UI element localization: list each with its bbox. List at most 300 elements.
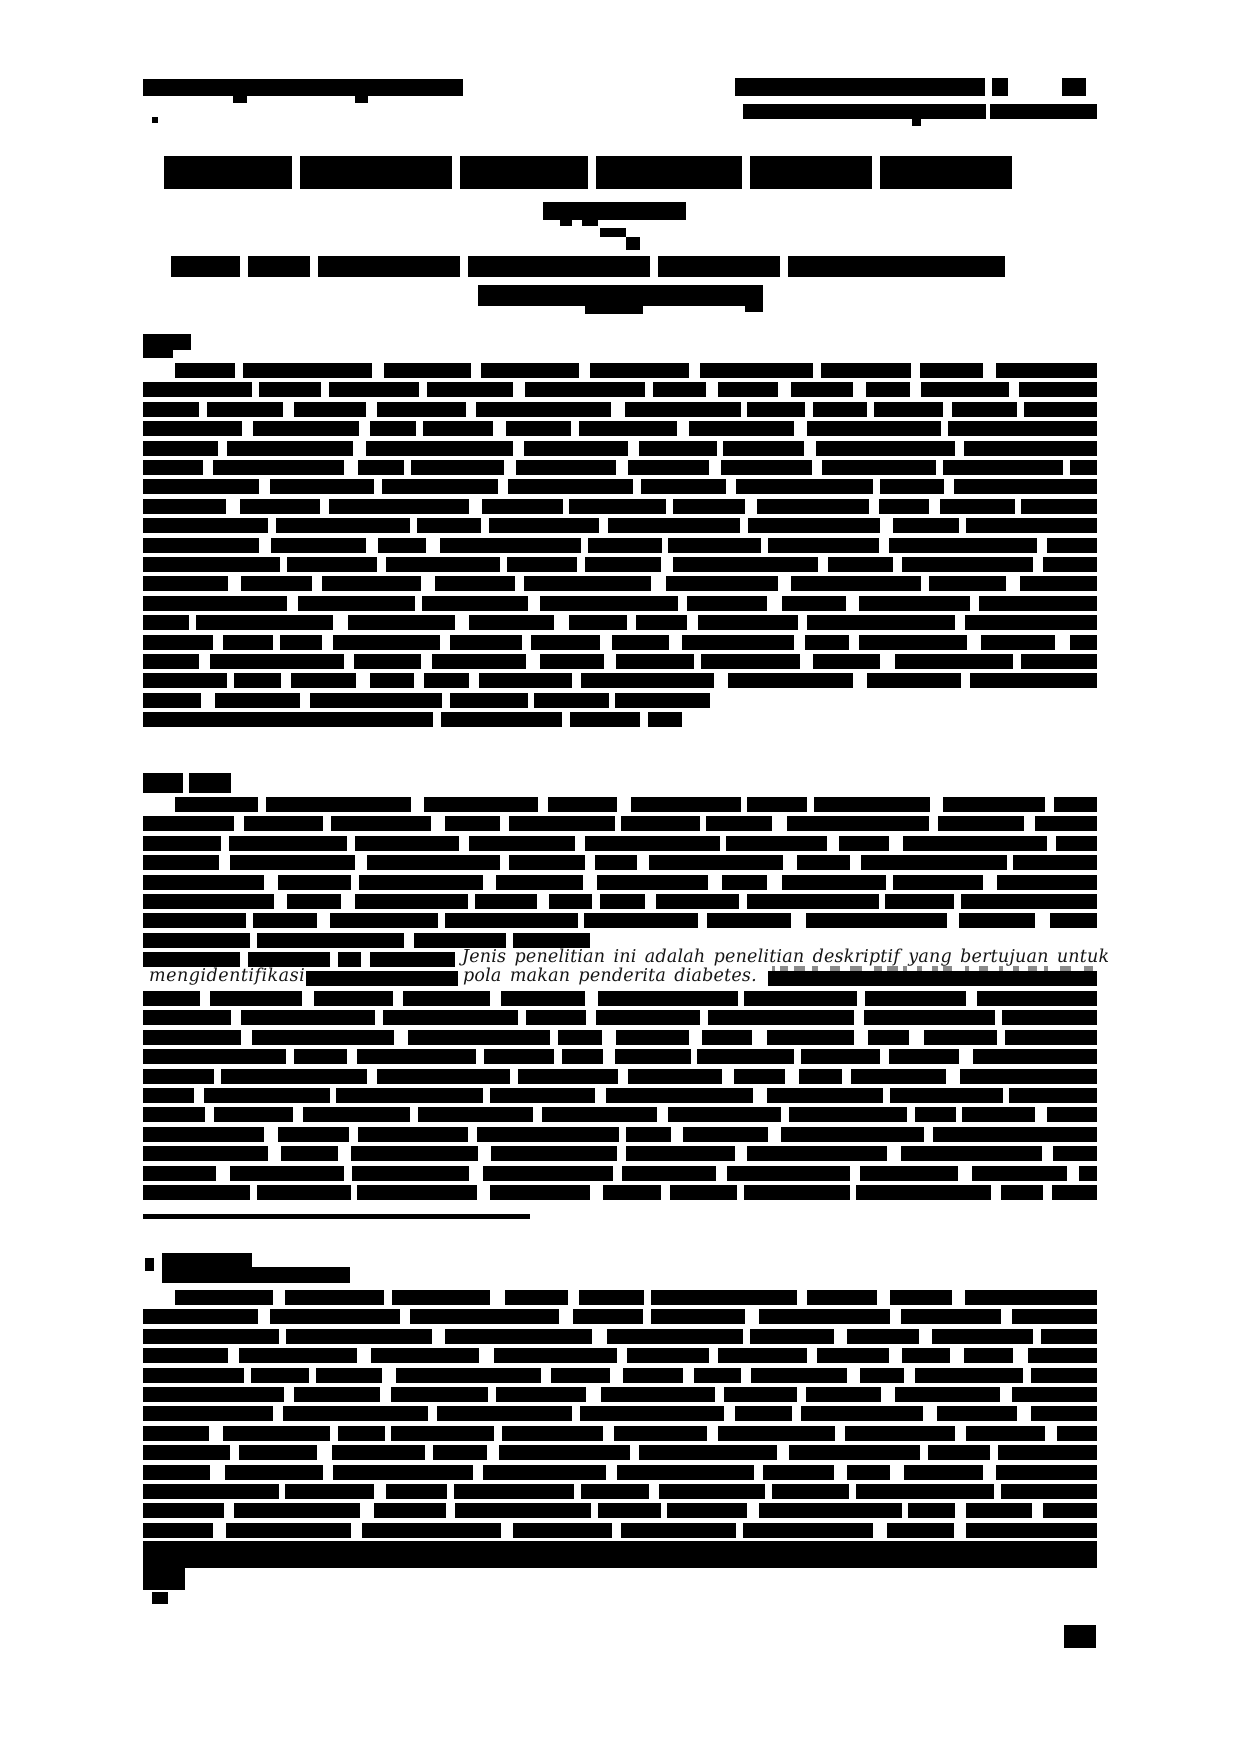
method-paragraph-a xyxy=(496,875,583,890)
method-paragraph-b xyxy=(484,1049,554,1064)
method-paragraph-b xyxy=(860,1166,958,1181)
abstract-body xyxy=(435,576,515,591)
results-paragraph xyxy=(579,1290,644,1305)
results-paragraph xyxy=(1031,1368,1097,1383)
results-paragraph xyxy=(513,1523,612,1538)
abstract-body xyxy=(143,499,226,514)
results-paragraph xyxy=(847,1329,919,1344)
method-paragraph-b xyxy=(518,1069,618,1084)
method-paragraph-a xyxy=(1050,913,1097,928)
method-paragraph-a xyxy=(509,855,585,870)
results-paragraph xyxy=(285,1290,385,1305)
author-line xyxy=(543,202,686,220)
abstract-heading xyxy=(143,350,173,358)
results-paragraph xyxy=(964,1348,1013,1363)
results-paragraph xyxy=(667,1503,747,1518)
results-paragraph xyxy=(763,1465,834,1480)
method-paragraph-a xyxy=(143,894,274,909)
method-paragraph-a xyxy=(722,875,766,890)
method-paragraph-b xyxy=(628,1069,722,1084)
abstract-body xyxy=(366,441,512,456)
results-paragraph xyxy=(143,1309,258,1324)
abstract-body xyxy=(384,363,471,378)
results-paragraph xyxy=(239,1348,357,1363)
article-title xyxy=(164,156,292,189)
results-paragraph xyxy=(617,1465,755,1480)
method-paragraph-b xyxy=(351,1146,478,1161)
keywords-line xyxy=(570,712,640,727)
abstract-body xyxy=(348,615,455,630)
abstract-body xyxy=(748,518,879,533)
abstract-body xyxy=(700,363,813,378)
method-paragraph-b xyxy=(221,1069,367,1084)
results-paragraph xyxy=(801,1406,923,1421)
abstract-body xyxy=(768,538,879,553)
method-paragraph-b xyxy=(973,1049,1097,1064)
abstract-body xyxy=(981,635,1055,650)
results-paragraph xyxy=(651,1309,745,1324)
abstract-body xyxy=(294,402,366,417)
method-paragraph-b xyxy=(767,1030,854,1045)
results-paragraph xyxy=(333,1465,473,1480)
method-paragraph-b xyxy=(294,1049,347,1064)
method-paragraph-b xyxy=(143,1069,214,1084)
method-paragraph-b xyxy=(933,1127,1097,1142)
method-paragraph-a xyxy=(1056,836,1097,851)
method-paragraph-b xyxy=(1052,1185,1097,1200)
results-paragraph xyxy=(890,1290,953,1305)
abstract-body xyxy=(213,460,343,475)
results-paragraph xyxy=(607,1329,743,1344)
method-paragraph-b xyxy=(562,1049,602,1064)
abstract-body xyxy=(736,479,873,494)
visible-sentence-part2-left: mengidentifikasi xyxy=(149,966,306,986)
method-paragraph-a xyxy=(707,913,791,928)
abstract-body xyxy=(782,596,846,611)
method-paragraph-b xyxy=(143,1010,231,1025)
method-paragraph-b xyxy=(143,1088,194,1103)
last-line-dot xyxy=(152,1592,168,1604)
results-paragraph xyxy=(743,1523,873,1538)
method-paragraph-b xyxy=(889,1049,958,1064)
article-title xyxy=(300,156,452,189)
header-right-line xyxy=(743,104,986,119)
method-paragraph-b xyxy=(683,1127,768,1142)
method-paragraph-b xyxy=(143,1030,241,1045)
results-paragraph xyxy=(483,1465,607,1480)
results-paragraph xyxy=(455,1503,591,1518)
results-paragraph xyxy=(759,1309,890,1324)
abstract-body xyxy=(329,499,468,514)
method-paragraph-a xyxy=(287,894,341,909)
abstract-body xyxy=(479,673,572,688)
article-title xyxy=(750,156,872,189)
method-paragraph-b xyxy=(383,1010,519,1025)
abstract-body xyxy=(628,460,709,475)
results-paragraph xyxy=(143,1348,228,1363)
abstract-body xyxy=(143,557,280,572)
abstract-body xyxy=(333,635,440,650)
abstract-body xyxy=(757,499,869,514)
abstract-body xyxy=(386,557,500,572)
abstract-body xyxy=(370,673,414,688)
visible-line-redaction xyxy=(306,971,458,986)
abstract-body xyxy=(270,479,374,494)
method-paragraph-b xyxy=(868,1030,910,1045)
method-paragraph-a xyxy=(414,933,506,948)
results-paragraph xyxy=(175,1290,273,1305)
abstract-body xyxy=(310,693,442,708)
method-paragraph-b xyxy=(1053,1146,1097,1161)
abstract-body xyxy=(636,615,687,630)
method-paragraph-a xyxy=(175,797,258,812)
results-paragraph xyxy=(371,1348,479,1363)
abstract-body xyxy=(653,382,706,397)
method-paragraph-a xyxy=(278,875,351,890)
method-paragraph-b xyxy=(747,1146,887,1161)
abstract-body xyxy=(615,693,710,708)
results-paragraph xyxy=(735,1406,792,1421)
method-paragraph-b xyxy=(864,1010,995,1025)
abstract-body xyxy=(585,557,661,572)
method-paragraph-b xyxy=(767,1088,883,1103)
results-paragraph xyxy=(286,1329,432,1344)
method-paragraph-b xyxy=(357,1185,477,1200)
method-paragraph-a xyxy=(469,836,576,851)
results-paragraph xyxy=(937,1406,1017,1421)
email-tail xyxy=(585,306,643,314)
abstract-body xyxy=(417,518,481,533)
results-paragraph xyxy=(294,1387,381,1402)
method-paragraph-b xyxy=(1001,1185,1042,1200)
abstract-body xyxy=(625,402,740,417)
keywords-line xyxy=(143,712,433,727)
pre-visible-redaction xyxy=(370,952,455,967)
results-paragraph xyxy=(581,1484,649,1499)
results-paragraph xyxy=(1031,1406,1097,1421)
method-paragraph-b xyxy=(281,1146,338,1161)
method-paragraph-b xyxy=(702,1030,752,1045)
results-paragraph xyxy=(887,1523,953,1538)
results-paragraph xyxy=(860,1368,905,1383)
method-paragraph-b xyxy=(336,1088,483,1103)
affiliation-line xyxy=(248,256,310,277)
results-paragraph xyxy=(502,1426,603,1441)
method-paragraph-a xyxy=(600,894,645,909)
method-paragraph-b xyxy=(204,1088,329,1103)
author-descender xyxy=(582,220,598,226)
section-heading-method xyxy=(189,773,231,793)
abstract-body xyxy=(143,402,199,417)
section-heading-results xyxy=(162,1253,252,1267)
results-paragraph xyxy=(694,1368,742,1383)
results-paragraph xyxy=(789,1445,919,1460)
results-paragraph xyxy=(904,1465,983,1480)
abstract-body xyxy=(291,673,356,688)
method-paragraph-b xyxy=(252,1030,395,1045)
results-paragraph xyxy=(1012,1387,1097,1402)
abstract-body xyxy=(805,635,850,650)
results-paragraph xyxy=(143,1426,209,1441)
method-paragraph-a xyxy=(814,797,930,812)
abstract-body xyxy=(223,635,273,650)
method-paragraph-a xyxy=(244,816,323,831)
method-paragraph-b xyxy=(278,1127,349,1142)
affiliation-line xyxy=(171,256,240,277)
method-paragraph-b xyxy=(403,991,489,1006)
abstract-body xyxy=(276,518,409,533)
abstract-body xyxy=(668,538,761,553)
method-paragraph-a xyxy=(1054,797,1097,812)
results-paragraph xyxy=(391,1387,488,1402)
method-paragraph-a xyxy=(513,933,590,948)
abstract-body xyxy=(143,518,268,533)
method-paragraph-b xyxy=(1005,1030,1097,1045)
abstract-body xyxy=(143,460,203,475)
results-paragraph xyxy=(1001,1484,1097,1499)
results-paragraph xyxy=(623,1368,683,1383)
method-paragraph-b xyxy=(491,1146,616,1161)
results-paragraph xyxy=(223,1426,330,1441)
method-paragraph-a xyxy=(1013,855,1097,870)
header-right-line xyxy=(990,104,1097,119)
results-paragraph xyxy=(1041,1329,1097,1344)
method-paragraph-b xyxy=(668,1107,782,1122)
abstract-body xyxy=(590,363,690,378)
results-paragraph xyxy=(396,1368,541,1383)
abstract-body xyxy=(358,460,405,475)
method-paragraph-a xyxy=(253,913,316,928)
abstract-body xyxy=(920,363,982,378)
method-paragraph-b xyxy=(143,991,200,1006)
method-paragraph-b xyxy=(962,1107,1035,1122)
header-left-dot xyxy=(152,117,158,123)
abstract-body xyxy=(227,441,353,456)
method-paragraph-a xyxy=(997,875,1097,890)
abstract-body xyxy=(816,441,955,456)
abstract-body xyxy=(666,576,778,591)
abstract-body xyxy=(996,363,1097,378)
results-paragraph xyxy=(996,1465,1097,1480)
abstract-body xyxy=(322,576,421,591)
method-paragraph-a xyxy=(631,797,741,812)
email-step xyxy=(745,300,763,312)
abstract-body xyxy=(196,615,334,630)
results-paragraph xyxy=(751,1368,847,1383)
results-paragraph xyxy=(966,1503,1033,1518)
abstract-body xyxy=(210,654,344,669)
method-paragraph-a xyxy=(893,875,983,890)
results-paragraph xyxy=(845,1426,956,1441)
method-paragraph-b xyxy=(727,1166,850,1181)
abstract-body xyxy=(867,673,961,688)
abstract-body xyxy=(423,421,492,436)
abstract-body xyxy=(1021,499,1097,514)
method-paragraph-a xyxy=(1035,816,1097,831)
abstract-body xyxy=(370,421,416,436)
results-paragraph xyxy=(143,1368,244,1383)
abstract-body xyxy=(143,596,287,611)
abstract-body xyxy=(921,382,1009,397)
results-paragraph xyxy=(718,1348,807,1363)
abstract-body xyxy=(608,518,739,533)
results-paragraph xyxy=(718,1426,835,1441)
results-paragraph xyxy=(807,1290,876,1305)
abstract-body xyxy=(240,499,320,514)
method-paragraph-b xyxy=(734,1069,785,1084)
last-line-thick xyxy=(143,1541,1097,1568)
abstract-body xyxy=(143,673,227,688)
abstract-body xyxy=(287,557,376,572)
abstract-body xyxy=(143,635,213,650)
results-paragraph xyxy=(847,1465,889,1480)
results-paragraph xyxy=(143,1465,210,1480)
affiliation-line xyxy=(788,256,1005,277)
abstract-body xyxy=(698,615,798,630)
pre-visible-redaction xyxy=(143,952,240,967)
abstract-body xyxy=(143,382,252,397)
method-paragraph-a xyxy=(266,797,412,812)
method-paragraph-a xyxy=(359,875,483,890)
results-paragraph xyxy=(143,1387,284,1402)
results-paragraph xyxy=(998,1445,1097,1460)
header-right-line xyxy=(1062,78,1086,96)
method-paragraph-a xyxy=(726,836,827,851)
abstract-body xyxy=(525,382,645,397)
results-paragraph xyxy=(966,1426,1045,1441)
abstract-body xyxy=(476,402,611,417)
method-paragraph-a xyxy=(355,894,467,909)
abstract-body xyxy=(427,382,512,397)
method-paragraph-a xyxy=(797,855,850,870)
header-left-descender xyxy=(355,96,368,103)
method-paragraph-a xyxy=(548,797,617,812)
results-paragraph xyxy=(494,1348,617,1363)
method-paragraph-b xyxy=(357,1049,475,1064)
method-paragraph-a xyxy=(903,836,1047,851)
abstract-body xyxy=(1070,460,1097,475)
abstract-heading xyxy=(143,334,191,350)
method-paragraph-a xyxy=(330,913,438,928)
method-paragraph-b xyxy=(789,1107,907,1122)
abstract-body xyxy=(329,382,419,397)
abstract-body xyxy=(569,499,665,514)
results-paragraph xyxy=(908,1503,955,1518)
abstract-body xyxy=(540,596,678,611)
abstract-body xyxy=(1020,576,1097,591)
method-paragraph-b xyxy=(558,1030,602,1045)
abstract-body xyxy=(354,654,421,669)
abstract-body xyxy=(689,421,795,436)
abstract-body xyxy=(469,615,554,630)
results-paragraph xyxy=(285,1484,374,1499)
results-paragraph xyxy=(965,1290,1097,1305)
results-paragraph xyxy=(1043,1503,1097,1518)
method-paragraph-b xyxy=(603,1185,662,1200)
abstract-body xyxy=(979,596,1097,611)
method-paragraph-b xyxy=(1002,1010,1097,1025)
results-paragraph xyxy=(901,1309,1001,1324)
abstract-body xyxy=(432,654,526,669)
method-paragraph-b xyxy=(143,1049,286,1064)
abstract-body xyxy=(377,402,466,417)
results-paragraph xyxy=(580,1406,724,1421)
results-paragraph xyxy=(759,1503,901,1518)
method-paragraph-b xyxy=(477,1127,619,1142)
abstract-body xyxy=(952,402,1017,417)
abstract-body xyxy=(143,576,228,591)
abstract-body xyxy=(682,635,794,650)
results-paragraph xyxy=(817,1348,889,1363)
method-paragraph-a xyxy=(475,894,537,909)
abstract-body xyxy=(540,654,604,669)
abstract-body xyxy=(506,421,571,436)
abstract-body xyxy=(1019,382,1097,397)
visible-line-redaction xyxy=(768,971,1097,986)
abstract-body xyxy=(259,382,321,397)
abstract-body xyxy=(641,479,726,494)
abstract-body xyxy=(964,441,1097,456)
header-left-line xyxy=(143,79,463,96)
affiliation-line xyxy=(318,256,460,277)
method-paragraph-a xyxy=(143,855,219,870)
paragraph-end-underline xyxy=(143,1214,530,1219)
abstract-body xyxy=(143,693,201,708)
method-paragraph-a xyxy=(143,933,250,948)
header-left-descender xyxy=(233,96,247,103)
abstract-body xyxy=(821,363,911,378)
method-paragraph-b xyxy=(890,1088,1003,1103)
results-paragraph xyxy=(143,1484,279,1499)
abstract-body xyxy=(481,363,579,378)
abstract-body xyxy=(813,654,880,669)
method-paragraph-a xyxy=(445,816,500,831)
abstract-body xyxy=(450,635,522,650)
abstract-body xyxy=(508,479,633,494)
results-paragraph xyxy=(143,1503,224,1518)
results-paragraph xyxy=(445,1329,592,1344)
method-paragraph-b xyxy=(1079,1166,1097,1181)
last-line-stub xyxy=(143,1566,185,1590)
method-paragraph-b xyxy=(781,1127,924,1142)
method-paragraph-a xyxy=(943,797,1045,812)
method-paragraph-a xyxy=(782,875,887,890)
abstract-body xyxy=(524,576,651,591)
pre-visible-redaction xyxy=(248,952,330,967)
abstract-body xyxy=(948,421,1097,436)
keywords-line xyxy=(441,712,562,727)
abstract-body xyxy=(893,518,959,533)
results-paragraph xyxy=(499,1445,631,1460)
abstract-body xyxy=(507,557,578,572)
results-paragraph xyxy=(433,1445,488,1460)
abstract-body xyxy=(721,460,812,475)
abstract-body xyxy=(534,693,609,708)
results-paragraph xyxy=(391,1426,494,1441)
results-paragraph xyxy=(332,1445,426,1460)
method-paragraph-b xyxy=(615,1049,691,1064)
method-paragraph-b xyxy=(972,1166,1067,1181)
abstract-body xyxy=(895,654,1013,669)
method-paragraph-b xyxy=(744,991,856,1006)
abstract-body xyxy=(450,693,528,708)
method-paragraph-b xyxy=(143,1146,268,1161)
author-superscript xyxy=(600,228,626,237)
abstract-body xyxy=(859,635,966,650)
abstract-body xyxy=(822,460,936,475)
results-paragraph xyxy=(659,1484,765,1499)
email-line xyxy=(478,285,763,306)
